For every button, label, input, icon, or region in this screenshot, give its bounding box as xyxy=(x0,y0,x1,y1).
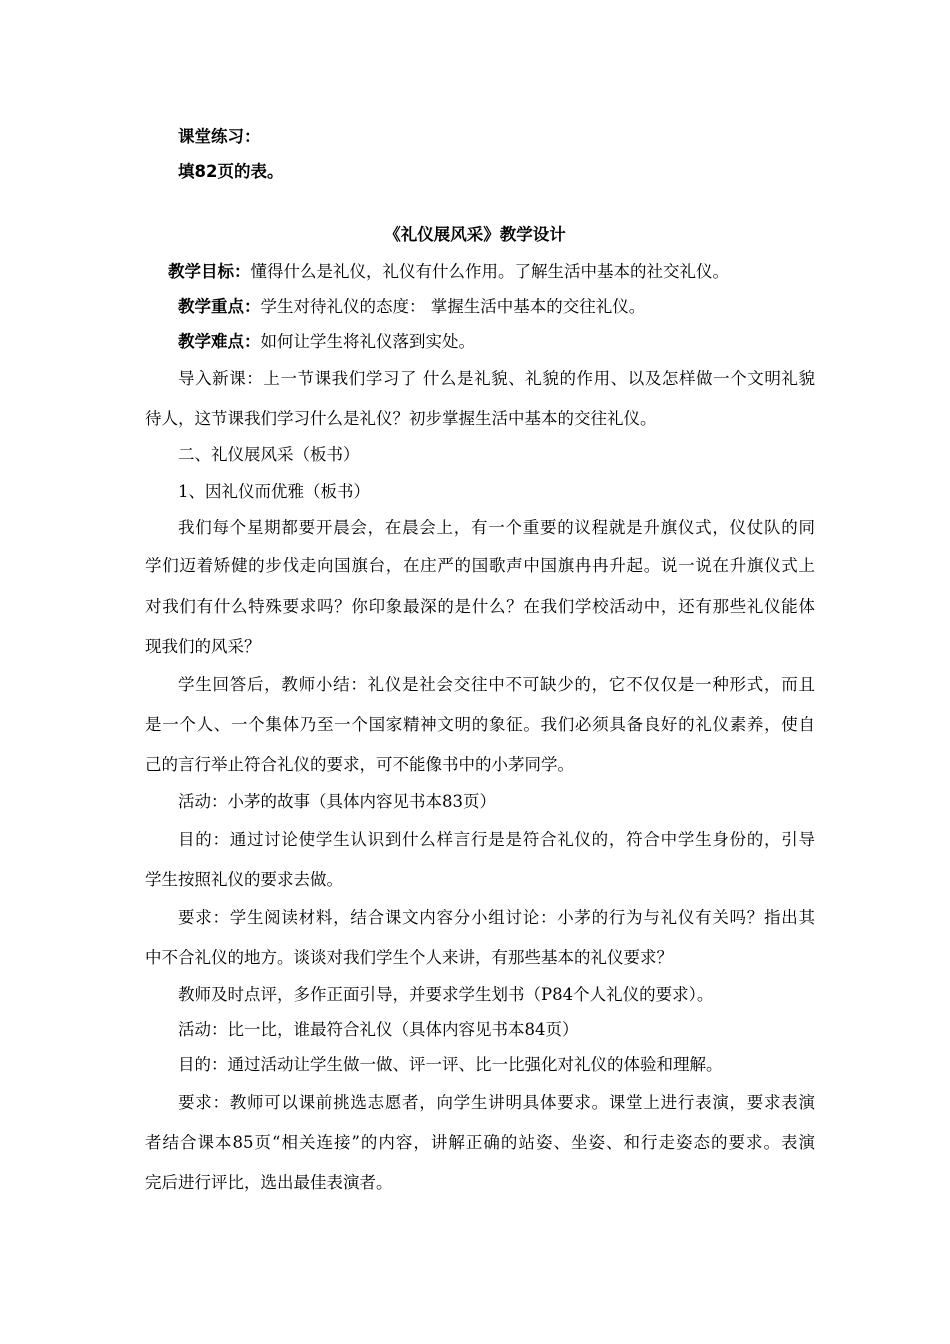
exercise-task: 填82页的表。 xyxy=(178,162,284,181)
paragraph-line: 我们每个星期都要开晨会，在晨会上，有一个重要的议程就是升旗仪式，仪仗队的同 xyxy=(178,518,815,537)
subsection-heading: 1、因礼仪而优雅（板书） xyxy=(178,482,370,501)
objective-text: 如何让学生将礼仪落到实处。 xyxy=(260,332,475,351)
objective-difficulties xyxy=(178,332,815,352)
exercise-heading: 课堂练习： xyxy=(178,127,261,146)
objective-goals xyxy=(168,262,838,282)
paragraph-line: 要求：教师可以课前挑选志愿者，向学生讲明具体要求。课堂上进行表演，要求表演 xyxy=(178,1093,815,1112)
section-heading: 二、礼仪展风采（板书） xyxy=(178,445,360,464)
objective-label: 教学目标： xyxy=(168,262,251,281)
paragraph-line: 目的：通过讨论使学生认识到什么样言行是是符合礼仪的，符合中学生身份的，引导 xyxy=(178,830,815,849)
paragraph-line: 己的言行举止符合礼仪的要求，可不能像书中的小茅同学。 xyxy=(145,755,574,774)
activity-line: 活动：小茅的故事（具体内容见书本83页） xyxy=(178,792,496,811)
paragraph-line: 者结合课本85页“相关连接”的内容，讲解正确的站姿、坐姿、和行走姿态的要求。表演 xyxy=(145,1133,815,1152)
activity-line: 活动：比一比，谁最符合礼仪（具体内容见书本84页） xyxy=(178,1020,579,1039)
paragraph-line: 目的：通过活动让学生做一做、评一评、比一比强化对礼仪的体验和理解。 xyxy=(178,1055,723,1074)
paragraph-line: 是一个人、一个集体乃至一个国家精神文明的象征。我们必须具备良好的礼仪素养，使自 xyxy=(145,715,815,734)
paragraph-line: 学生按照礼仪的要求去做。 xyxy=(145,870,343,889)
paragraph-line: 现我们的风采？ xyxy=(145,637,261,656)
objective-text: 学生对待礼仪的态度： 掌握生活中基本的交往礼仪。 xyxy=(260,297,646,316)
document-title: 《礼仪展风采》教学设计 xyxy=(384,225,566,244)
objective-label: 教学难点： xyxy=(178,332,261,351)
paragraph-line: 对我们有什么特殊要求吗？你印象最深的是什么？在我们学校活动中，还有那些礼仪能体 xyxy=(145,597,815,616)
paragraph-line: 完后进行评比，选出最佳表演者。 xyxy=(145,1173,393,1192)
objective-key-points xyxy=(178,297,815,317)
paragraph-line: 导入新课：上一节课我们学习了 什么是礼貌、礼貌的作用、以及怎样做一个文明礼貌 xyxy=(178,369,815,388)
paragraph-line: 要求：学生阅读材料，结合课文内容分小组讨论：小茅的行为与礼仪有关吗？指出其 xyxy=(178,908,815,927)
objective-label: 教学重点： xyxy=(178,297,261,316)
paragraph-line: 学生回答后，教师小结：礼仪是社会交往中不可缺少的，它不仅仅是一种形式，而且 xyxy=(178,675,815,694)
paragraph-line: 学们迈着矫健的步伐走向国旗台，在庄严的国歌声中国旗冉冉升起。说一说在升旗仪式上 xyxy=(145,556,815,575)
objective-text: 懂得什么是礼仪，礼仪有什么作用。了解生活中基本的社交礼仪。 xyxy=(250,262,729,281)
paragraph-line: 待人，这节课我们学习什么是礼仪？初步掌握生活中基本的交往礼仪。 xyxy=(145,409,657,428)
paragraph-line: 教师及时点评，多作正面引导，并要求学生划书（P84个人礼仪的要求）。 xyxy=(178,985,714,1004)
paragraph-line: 中不合礼仪的地方。谈谈对我们学生个人来讲，有那些基本的礼仪要求？ xyxy=(145,948,673,967)
